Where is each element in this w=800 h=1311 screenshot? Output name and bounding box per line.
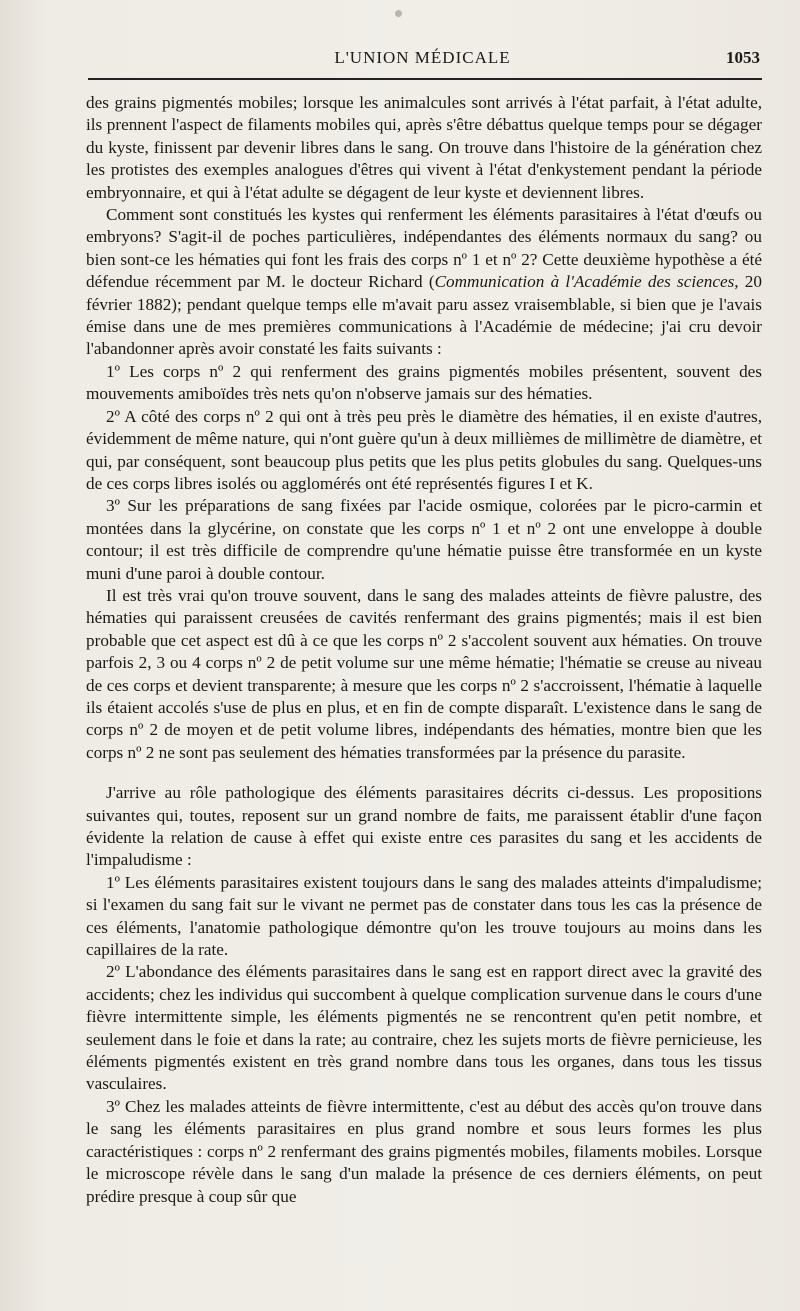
paragraph: 2º A côté des corps nº 2 qui ont à très peu près le diamètre des hématies, il en existe d'autres, évidemment de même nature, qui n'ont guère qu'un à deux millièmes de millimètre de diamètre, et qui, par conséquent, sont beaucoup plus petits que les plus petits globules du sang. Quelques-uns de ces corps libres isolés ou agglomérés ont été représentés figures I et K. (86, 406, 762, 493)
paragraph: des grains pigmentés mobiles; lorsque les animalcules sont arrivés à l'état parfait, à l'état adulte, ils prennent l'aspect de filaments mobiles qui, après s'être débattus quelque temps pour se dégager du kyste, finissent par devenir libres dans le sang. On trouve dans l'histoire de la génération chez les protistes des exemples analogues d'êtres qui vivent à l'état d'enkystement pendant la période embryonnaire, et qui à l'état adulte se dégagent de leur kyste et deviennent libres. (86, 93, 762, 202)
paragraph: Il est très vrai qu'on trouve souvent, dans le sang des malades atteints de fièvre palustre, des hématies qui paraissent creusées de cavités renfermant des grains pigmentés; mais il est bien probable que cet aspect est dû à ce que les corps nº 2 s'accolent souvent aux hématies. On trouve parfois 2, 3 ou 4 corps nº 2 de petit volume sur une même hématie; l'hématie se creuse au niveau de ces corps et devient transparente; à mesure que les corps nº 2 s'accroissent, l'hématie à laquelle ils étaient accolés s'use de plus en plus, et en fin de compte disparaît. L'existence dans le sang de corps nº 2 de moyen et de petit volume libres, indépendants des hématies, montre bien que les corps nº 2 ne sont pas seulement des hématies transformées par la présence du parasite. (86, 585, 762, 762)
paragraph: 1º Les éléments parasitaires existent toujours dans le sang des malades atteints d'impaludisme; si l'examen du sang fait sur le vivant ne permet pas de constater dans tous les cas la présence de ces éléments, l'anatomie pathologique démontre qu'on les trouve toujours au moins dans les capillaires de la rate. (86, 872, 762, 960)
citation-text: 20 février 1882); pendant quelque temps elle m'avait paru assez vraisemblable, si bien que je l'avais émise dans une de mes premières communications à l'Académie de médecine; j'ai cru devoir l'abandonner après avoir constaté les faits suivants : (86, 272, 762, 359)
running-title: L'UNION MÉDICALE (334, 48, 511, 67)
paragraph-text: Comment sont constitués les kystes qui renferment les éléments parasitaires à l'état d'œufs ou embryons? S'agit-il de poches particulières, indépendantes des éléments normaux du sang? ou bien sont-ce les hématies qui font les frais des corps nº 1 et nº 2? Cette deuxième hypothèse a été défendue récemment par M. le docteur Richard (86, 205, 762, 292)
citation-title: Communication à l'Académie des sciences, (434, 272, 739, 292)
page-mark (395, 10, 402, 17)
paragraph: Comment sont constitués les kystes qui renferment les éléments parasitaires à l'état d'œufs ou embryons? S'agit-il de poches particulières, indépendantes des éléments normaux du sang? ou bien sont-ce les hématies qui font les frais des corps nº 1 et nº 2? Cette deuxième hypothèse a été défendue récemment par M. le docteur Richard (Communication à l'Académie des sciences, 20 février 1882); pendant quelque temps elle m'avait paru assez vraisemblable, si bien que je l'avais émise dans une de mes premières communications à l'Académie de médecine; j'ai cru devoir l'abandonner après avoir constaté les faits suivants : (86, 205, 762, 359)
page-number: 1053 (726, 48, 760, 67)
article-body (86, 92, 762, 1208)
paragraph: 3º Chez les malades atteints de fièvre intermittente, c'est au début des accès qu'on trouve dans le sang les éléments parasitaires en plus grand nombre et sous leurs formes les plus caractéristiques : corps nº 2 renfermant des grains pigmentés mobiles, filaments mobiles. Lorsque le microscope révèle dans le sang d'un malade la présence de ces derniers éléments, on peut prédire presque à coup sûr que (86, 1096, 762, 1206)
page-header (85, 48, 760, 72)
paragraph: J'arrive au rôle pathologique des éléments parasitaires décrits ci-dessus. Les propositions suivantes qui, toutes, reposent sur un grand nombre de faits, me paraissent établir d'une façon évidente la relation de cause à effet qui existe entre ces parasites du sang et les accidents de l'impaludisme : (86, 783, 762, 870)
paragraph: 1º Les corps nº 2 qui renferment des grains pigmentés mobiles présentent, souvent des mouvements amiboïdes très nets qu'on n'observe jamais sur des hématies. (86, 361, 762, 404)
paragraph: 3º Sur les préparations de sang fixées par l'acide osmique, colorées par le picro-carmin et montées dans la glycérine, on constate que les corps nº 1 et nº 2 ont une enveloppe à double contour; il est très difficile de comprendre qu'une hématie puisse être transformée en un kyste muni d'une paroi à double contour. (86, 496, 762, 583)
paragraph: 2º L'abondance des éléments parasitaires dans le sang est en rapport direct avec la gravité des accidents; chez les individus qui succombent à quelque complication survenue dans le cours d'une fièvre intermittente simple, les éléments pigmentés ne se rencontrent qu'en petit nombre, et seulement dans le foie et dans la rate; au contraire, chez les sujets morts de fièvre pernicieuse, les éléments pigmentés existent en très grand nombre dans tous les organes, dans tous les tissus vasculaires. (86, 962, 762, 1094)
header-rule (88, 78, 762, 80)
